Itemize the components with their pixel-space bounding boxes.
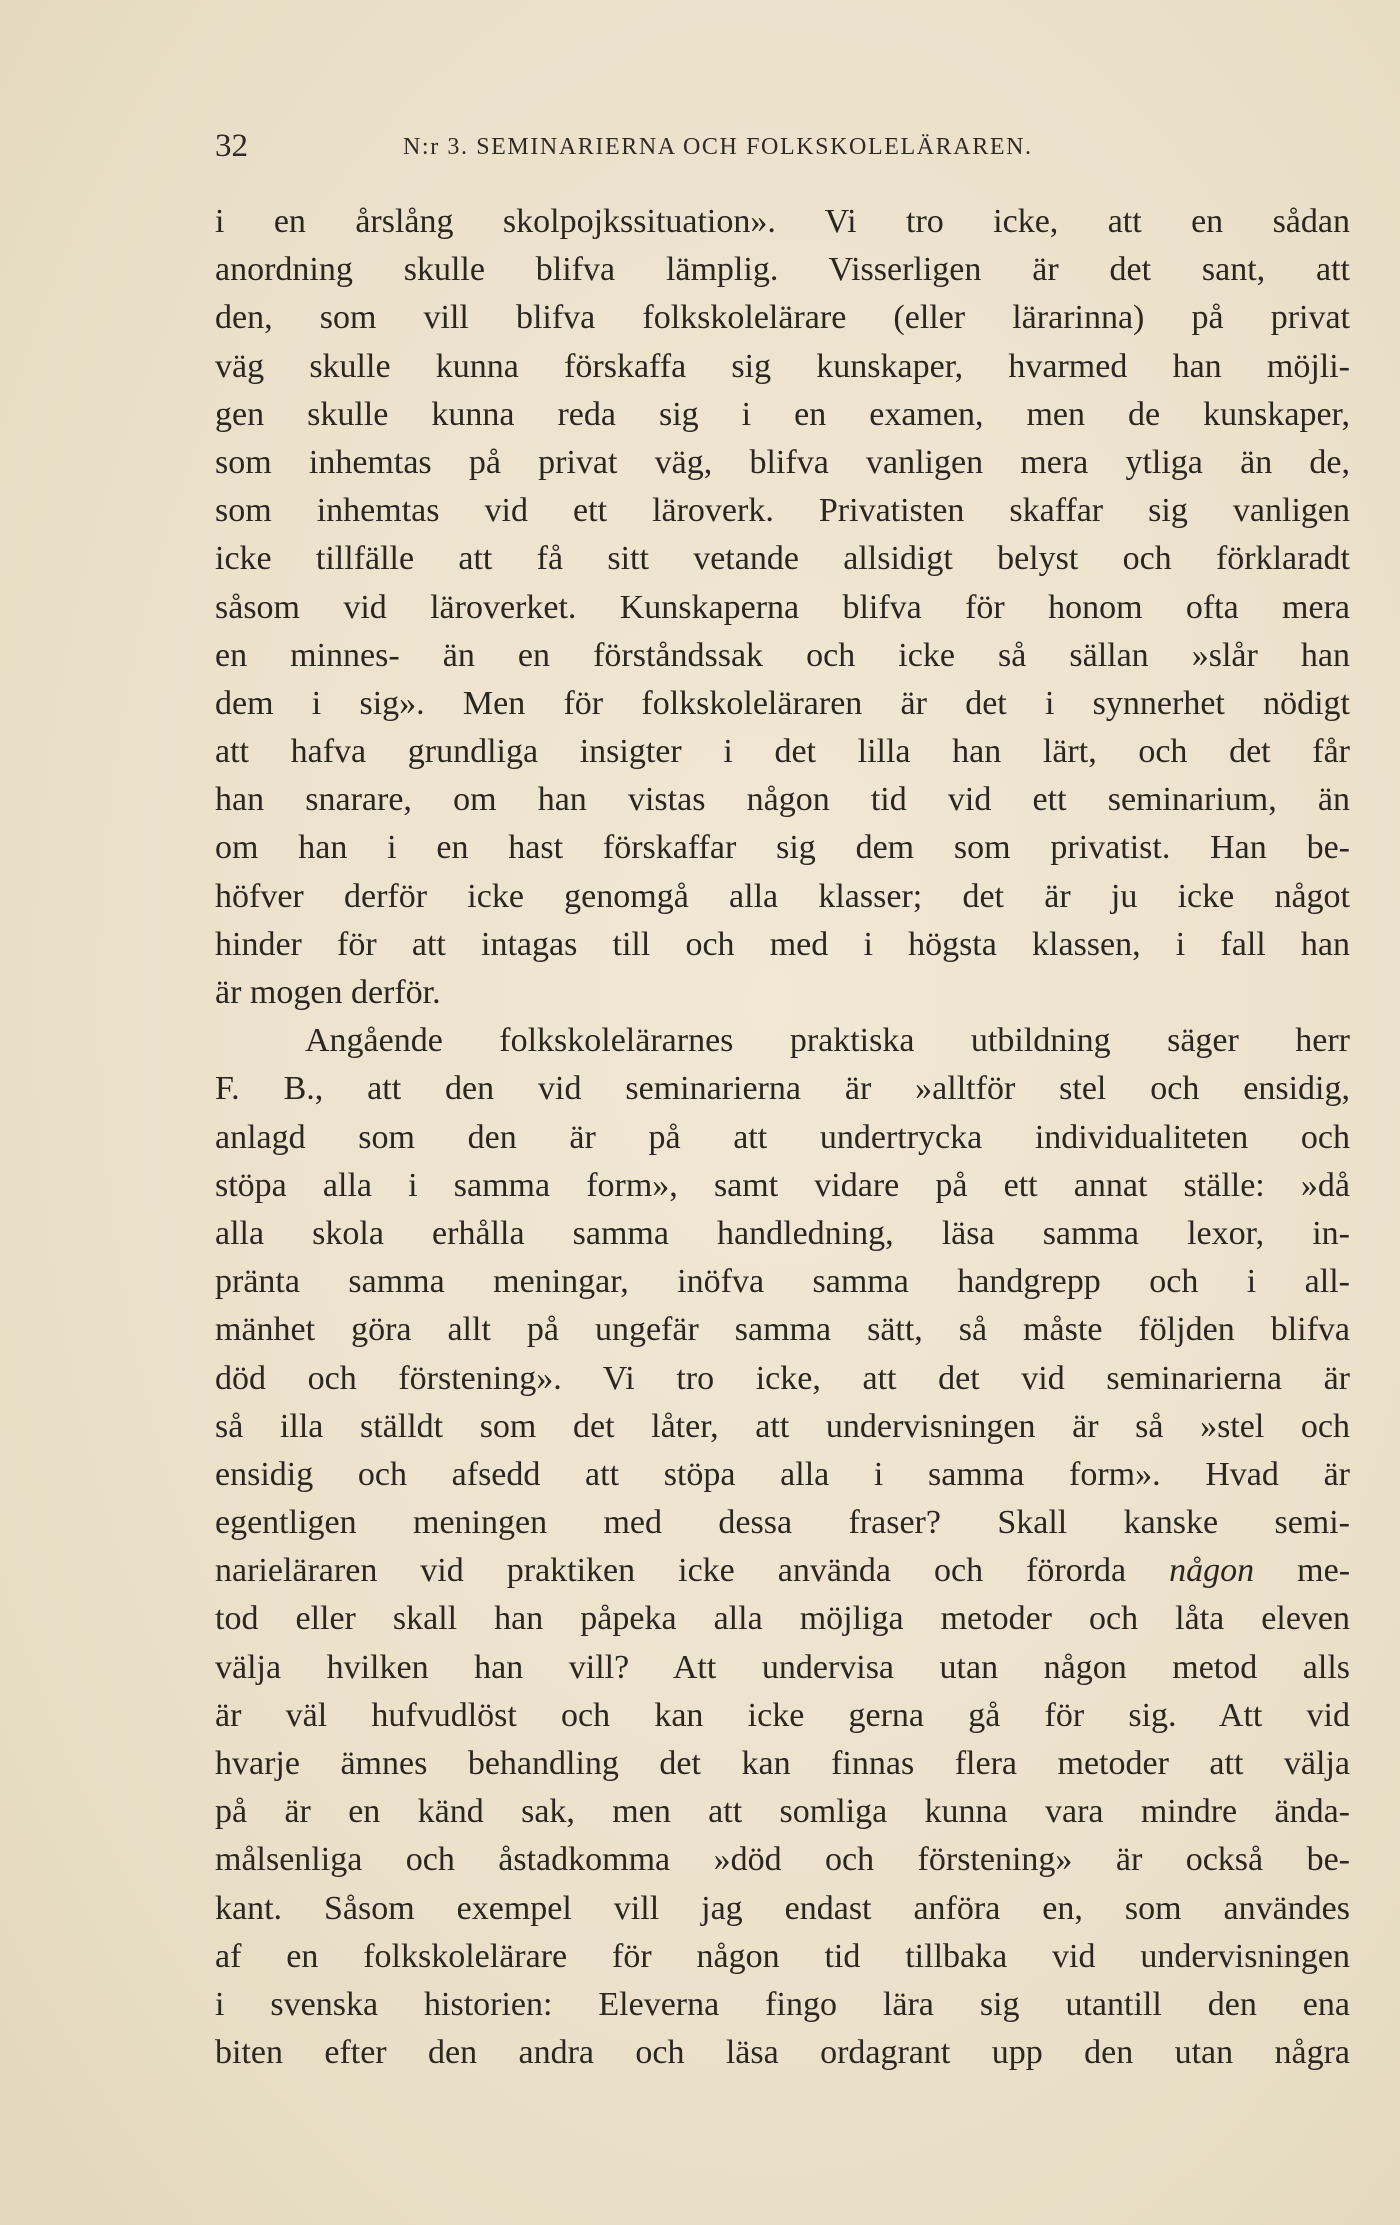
text-line: hvarje ämnes behandling det kan finnas flera metoder att välja (215, 1745, 1350, 1782)
line-text: narieläraren vid praktiken icke använda och förorda (215, 1552, 1127, 1590)
text-line: alla skola erhålla samma handledning, läsa samma lexor, in- (215, 1214, 1350, 1252)
page-header (215, 128, 1215, 168)
text-line: biten efter den andra och läsa ordagrant upp den utan några (215, 2034, 1350, 2072)
paragraph-start-line: Angående folkskolelärarnes praktiska utbildning säger herr (305, 1022, 1350, 1060)
text-line: höfver derför icke genomgå alla klasser; det är ju icke något (215, 877, 1350, 915)
text-line: är väl hufvudlöst och kan icke gerna gå för sig. Att vid (215, 1696, 1350, 1734)
text-line: han snarare, om han vistas någon tid vid ett seminarium, än (215, 781, 1350, 819)
text-line: väg skulle kunna förskaffa sig kunskaper, hvarmed han möjli- (215, 347, 1350, 385)
text-line: F. B., att den vid seminarierna är »alltför stel och ensidig, (215, 1070, 1350, 1108)
body-text (215, 198, 1350, 2077)
text-line: anordning skulle blifva lämplig. Visserligen är det sant, att (215, 251, 1350, 289)
text-line: den, som vill blifva folkskolelärare (eller lärarinna) på privat (215, 299, 1350, 337)
text-line: i svenska historien: Eleverna fingo lära sig utantill den ena (215, 1985, 1350, 2023)
text-line-with-italic (215, 1547, 1350, 1595)
paragraph-end-line: är mogen derför. (215, 974, 441, 1011)
text-line: icke tillfälle att få sitt vetande allsidigt belyst och förklaradt (215, 540, 1350, 578)
text-line: gen skulle kunna reda sig i en examen, men de kunskaper, (215, 395, 1350, 433)
text-line: som inhemtas vid ett läroverk. Privatisten skaffar sig vanligen (215, 492, 1350, 530)
text-line: på är en känd sak, men att somliga kunna vara mindre ända- (215, 1793, 1350, 1831)
text-line: en minnes- än en förståndssak och icke så sällan »slår han (215, 636, 1350, 674)
text-line: tod eller skall han påpeka alla möjliga metoder och låta eleven (215, 1600, 1350, 1638)
text-line: målsenliga och åstadkomma »död och förstening» är också be- (215, 1841, 1350, 1879)
text-line: som inhemtas på privat väg, blifva vanligen mera ytliga än de, (215, 443, 1350, 481)
text-line: stöpa alla i samma form», samt vidare på ett annat ställe: »då (215, 1166, 1350, 1204)
line-text-tail: me- (1297, 1552, 1351, 1590)
text-line: anlagd som den är på att undertrycka individualiteten och (215, 1118, 1350, 1156)
italic-word: någon (1169, 1552, 1255, 1590)
text-line: att hafva grundliga insigter i det lilla han lärt, och det får (215, 733, 1350, 771)
text-line: dem i sig». Men för folkskoleläraren är det i synnerhet nödigt (215, 684, 1350, 722)
text-line: af en folkskolelärare för någon tid tillbaka vid undervisningen (215, 1937, 1350, 1975)
text-line: ensidig och afsedd att stöpa alla i samma form». Hvad är (215, 1455, 1350, 1493)
text-line: egentligen meningen med dessa fraser? Skall kanske semi- (215, 1504, 1350, 1542)
text-line: såsom vid läroverket. Kunskaperna blifva för honom ofta mera (215, 588, 1350, 626)
text-line: hinder för att intagas till och med i högsta klassen, i fall han (215, 925, 1350, 963)
text-line: om han i en hast förskaffar sig dem som privatist. Han be- (215, 829, 1350, 867)
text-line: kant. Såsom exempel vill jag endast anföra en, som användes (215, 1889, 1350, 1927)
page-number: 32 (215, 128, 248, 164)
text-line: i en årslång skolpojkssituation». Vi tro icke, att en sådan (215, 203, 1350, 240)
running-head: N:r 3. SEMINARIERNA OCH FOLKSKOLELÄRAREN. (403, 134, 1033, 160)
text-line: död och förstening». Vi tro icke, att det vid seminarierna är (215, 1359, 1350, 1397)
text-line: välja hvilken han vill? Att undervisa utan någon metod alls (215, 1648, 1350, 1686)
text-line: pränta samma meningar, inöfva samma handgrepp och i all- (215, 1263, 1350, 1301)
text-line: så illa ställdt som det låter, att undervisningen är så »stel och (215, 1407, 1350, 1445)
text-line: mänhet göra allt på ungefär samma sätt, så måste följden blifva (215, 1311, 1350, 1349)
